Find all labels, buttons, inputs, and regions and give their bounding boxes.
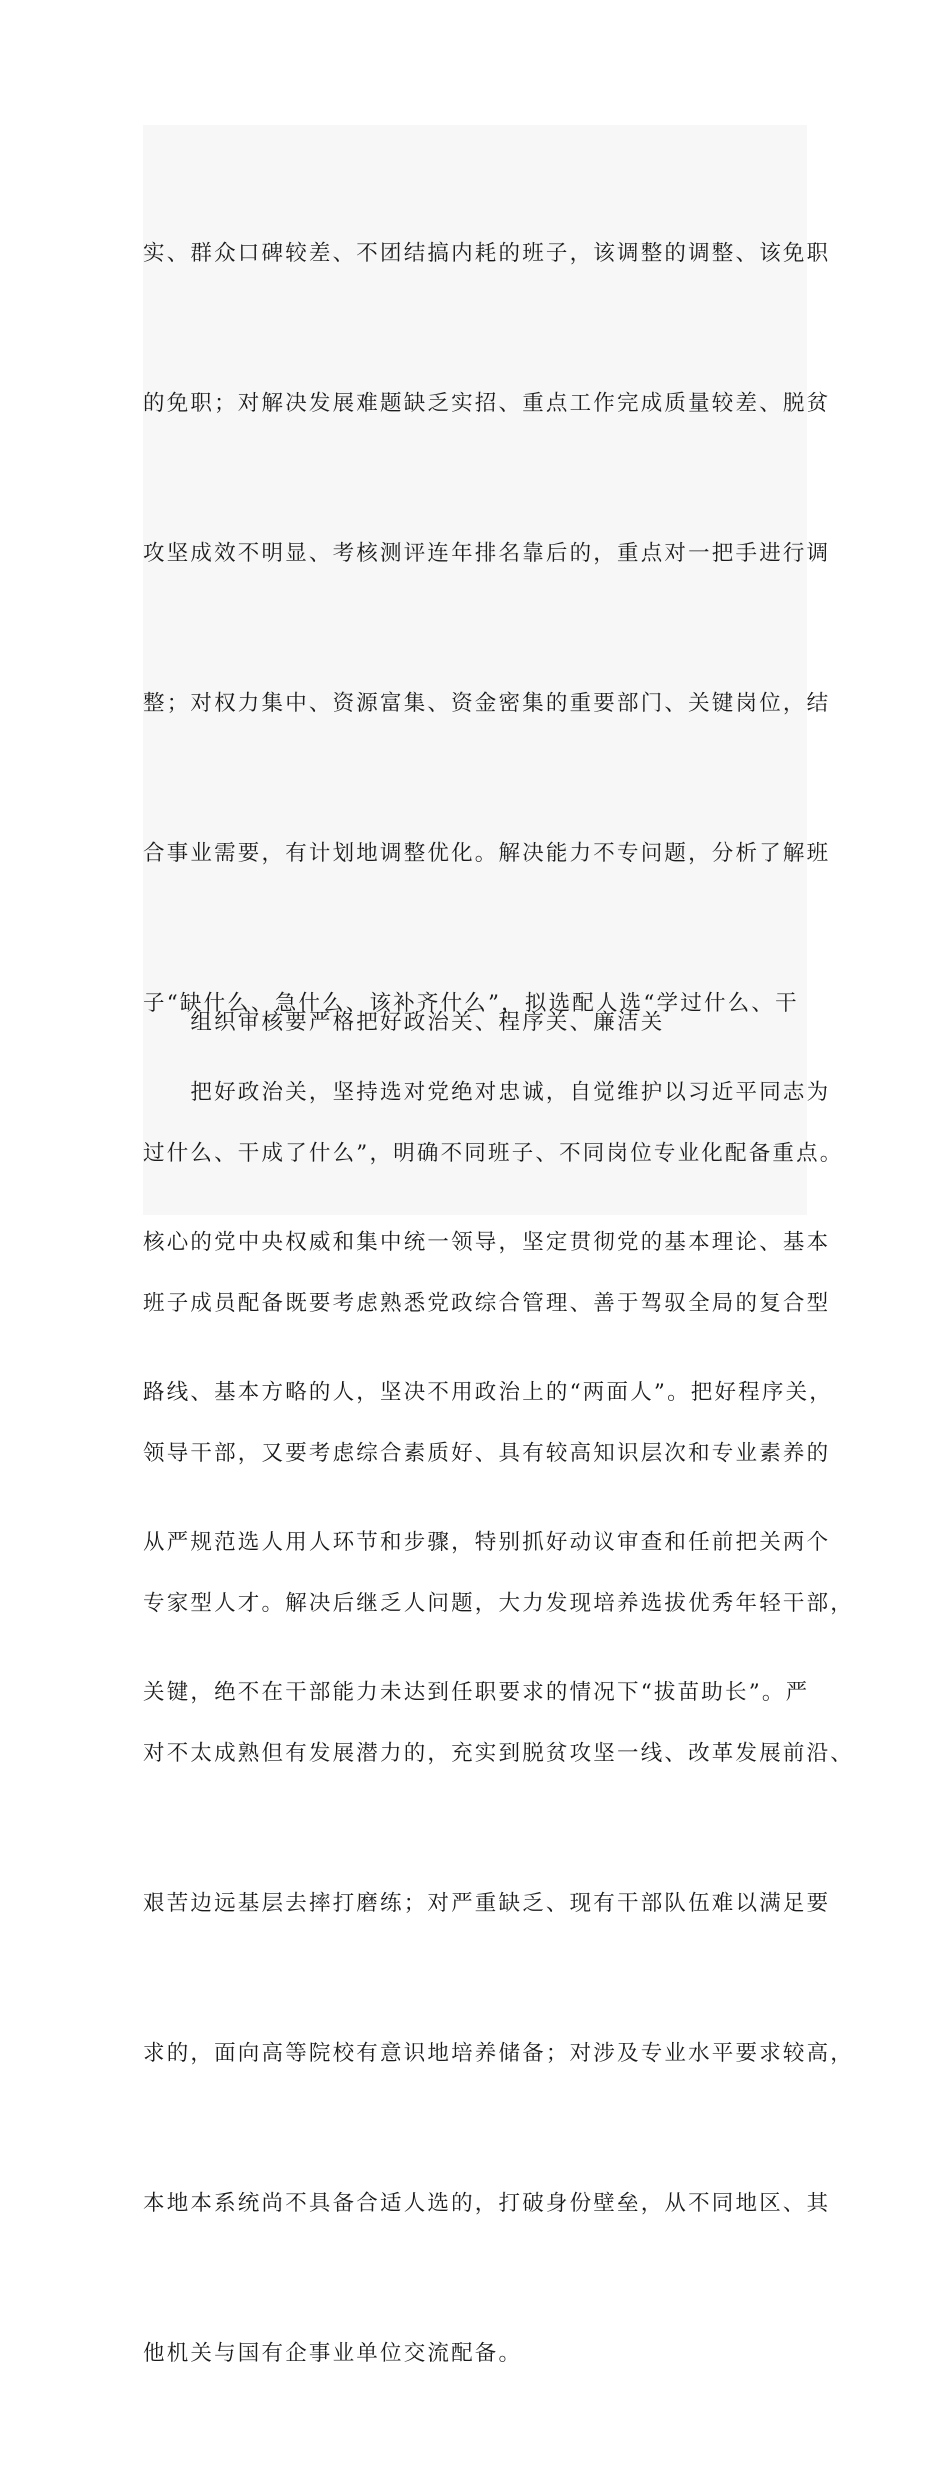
- text-line: 过什么、干成了什么”，明确不同班子、不同岗位专业化配备重点。: [143, 1141, 844, 1166]
- text-line: 实、群众口碑较差、不团结搞内耗的班子，该调整的调整、该免职: [143, 241, 831, 266]
- text-line: 本地本系统尚不具备合适人选的，打破身份壁垒，从不同地区、其: [143, 2191, 831, 2216]
- text-line: 合事业需要，有计划地调整优化。解决能力不专问题，分析了解班: [143, 841, 831, 866]
- heading-line: 组织审核要严格把好政治关、程序关、廉洁关: [143, 1010, 665, 1035]
- text-line: 求的，面向高等院校有意识地培养储备；对涉及专业水平要求较高，: [143, 2041, 855, 2066]
- text-line: 班子成员配备既要考虑熟悉党政综合管理、善于驾驭全局的复合型: [143, 1291, 831, 1316]
- text-line: 从严规范选人用人环节和步骤，特别抓好动议审查和任前把关两个: [143, 1530, 831, 1555]
- text-line: 关键，绝不在干部能力未达到任职要求的情况下“拔苗助长”。严: [143, 1680, 810, 1705]
- text-line: 整；对权力集中、资源富集、资金密集的重要部门、关键岗位，结: [143, 691, 831, 716]
- text-line: 子“缺什么、急什么、该补齐什么”，拟选配人选“学过什么、干: [143, 991, 799, 1016]
- text-line: 攻坚成效不明显、考核测评连年排名靠后的，重点对一把手进行调: [143, 541, 831, 566]
- body-paragraph: [143, 968, 855, 1818]
- text-line: 专家型人才。解决后继乏人问题，大力发现培养选拔优秀年轻干部，: [143, 1591, 855, 1616]
- text-line: 他机关与国有企事业单位交流配备。: [143, 2341, 523, 2366]
- text-line: 领导干部，又要考虑综合素质好、具有较高知识层次和专业素养的: [143, 1441, 831, 1466]
- text-line: 核心的党中央权威和集中统一领导，坚定贯彻党的基本理论、基本: [143, 1230, 831, 1255]
- text-line: 把好政治关，坚持选对党绝对忠诚，自觉维护以习近平同志为: [143, 1080, 831, 1105]
- document-page: [143, 125, 855, 2366]
- text-line: 路线、基本方略的人，坚决不用政治上的“两面人”。把好程序关，: [143, 1380, 833, 1405]
- text-line: 艰苦边远基层去摔打磨练；对严重缺乏、现有干部队伍难以满足要: [143, 1891, 831, 1916]
- text-line: 的免职；对解决发展难题缺乏实招、重点工作完成质量较差、脱贫: [143, 391, 831, 416]
- text-line: 对不太成熟但有发展潜力的，充实到脱贫攻坚一线、改革发展前沿、: [143, 1741, 855, 1766]
